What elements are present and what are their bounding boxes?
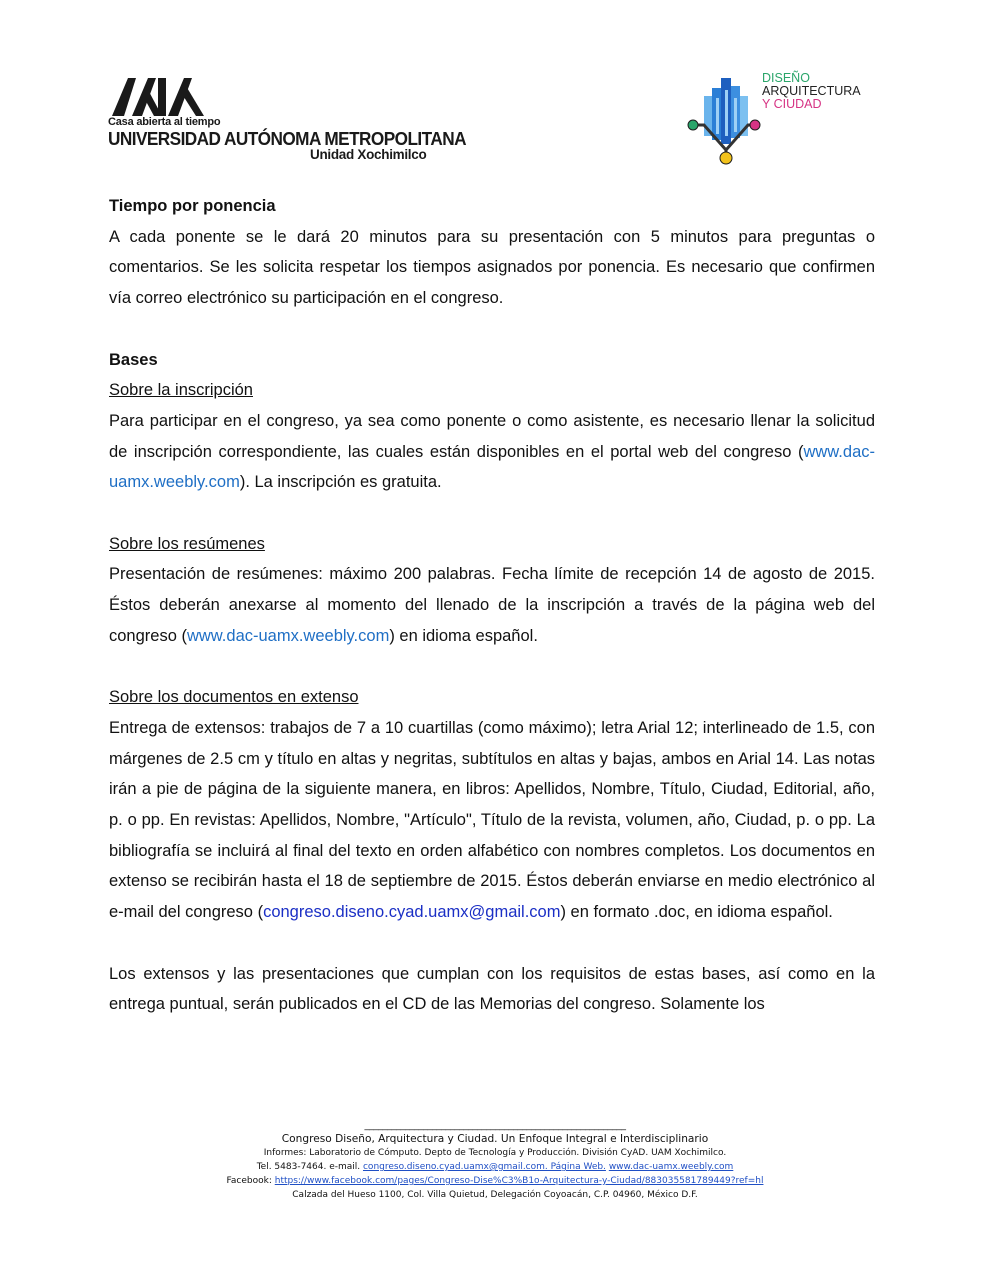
paragraph-tiempo: A cada ponente se le dará 20 minutos para su presentación con 5 minutos para preguntas o comentarios. Se les solicita respetar los tiempos asignados por ponencia. Es necesario que confirmen vía correo electrónico su participación en el congreso. [109, 227, 875, 308]
dac-line-1: DISEÑO [762, 71, 810, 85]
dac-line-3: Y CIUDAD [762, 97, 822, 111]
paragraph-resumenes: Presentación de resúmenes: máximo 200 palabras. Fecha límite de recepción 14 de agosto de 2015. Éstos deberán anexarse al momento del llenado de la inscripción a través de la página web del congreso (www.dac-uamx.weebly.com) en idioma español. [109, 565, 875, 645]
paragraph-extensos: Entrega de extensos: trabajos de 7 a 10 cuartillas (como máximo); letra Arial 12; interlineado de 1.5, con márgenes de 2.5 cm y título en altas y negritas, subtítulos en altas y bajas, ambos en Arial 14. Las notas irán a pie de página de la siguiente manera, en libros: Apellidos, Nombre, Título, Ciudad, Editorial, año, p. o pp. En revistas: Apellidos, Nombre, "Artículo", Título de la revista, volumen, año, Ciudad, p. o pp. La bibliografía se incluirá al final del texto en orden alfabético con nombres completos. Los documentos en extenso se recibirán hasta el 18 de septiembre de 2015. Éstos deberán enviarse en medio electrónico al e-mail del congreso (congreso.diseno.cyad.uamx@gmail.com) en formato .doc, en idioma español. [109, 718, 875, 922]
dac-logo [686, 70, 886, 166]
congress-web-link[interactable]: www.dac-uamx.weebly.com [109, 442, 875, 492]
main-content [109, 191, 875, 1020]
uam-logo [108, 76, 466, 166]
footer-address: Calzada del Hueso 1100, Col. Villa Quietud, Delegación Coyoacán, C.P. 04960, México D.F. [292, 1190, 698, 1200]
dac-line-2: ARQUITECTURA [762, 84, 861, 98]
dac-buildings-icon [686, 70, 762, 166]
congress-web-link[interactable]: www.dac-uamx.weebly.com [186, 626, 390, 645]
subheading-inscripcion: Sobre la inscripción [109, 381, 253, 400]
uam-unit: Unidad Xochimilco [310, 147, 427, 162]
congress-email-link[interactable]: congreso.diseno.cyad.uamx@gmail.com [263, 903, 561, 922]
heading-tiempo: Tiempo por ponencia [109, 197, 276, 215]
heading-bases: Bases [109, 350, 158, 369]
footer-facebook-link[interactable]: https://www.facebook.com/pages/Congreso-Dise%C3%B1o-Arquitectura-y-Ciudad/883035581789449?ref=hl [274, 1176, 764, 1186]
footer-contact: Tel. 5483-7464. e-mail. congreso.diseno.cyad.uamx@gmail.com. Página Web. www.dac-uamx.weebly.com [256, 1162, 734, 1172]
uam-tagline: Casa abierta al tiempo [108, 116, 221, 128]
paragraph-inscripcion: Para participar en el congreso, ya sea como ponente o como asistente, es necesario llenar la solicitud de inscripción correspondiente, las cuales están disponibles en el portal web del congreso (www.dac-uamx.weebly.com). La inscripción es gratuita. [109, 411, 875, 492]
footer-email-link[interactable]: congreso.diseno.cyad.uamx@gmail.com. Página Web. [362, 1162, 606, 1172]
footer-facebook: Facebook: https://www.facebook.com/pages/Congreso-Dise%C3%B1o-Arquitectura-y-Ciudad/883035581789449?ref=hl [226, 1176, 764, 1186]
footer-web-link[interactable]: www.dac-uamx.weebly.com [608, 1162, 734, 1172]
uam-emblem-icon [112, 76, 212, 118]
footer-info: Informes: Laboratorio de Cómputo. Depto de Tecnología y Producción. División CyAD. UAM Xochimilco. [263, 1148, 727, 1158]
dac-wordmark [762, 72, 861, 111]
uam-name: UNIVERSIDAD AUTÓNOMA METROPOLITANA [108, 128, 466, 149]
footer-rule: __________________________________________________________ [364, 1120, 626, 1131]
subheading-extensos: Sobre los documentos en extenso [109, 688, 359, 707]
footer-congress-name: Congreso Diseño, Arquitectura y Ciudad. Un Enfoque Integral e Interdisciplinario [281, 1133, 709, 1145]
subheading-resumenes: Sobre los resúmenes [109, 534, 265, 553]
page-footer [180, 1120, 810, 1202]
paragraph-closing: Los extensos y las presentaciones que cumplan con los requisitos de estas bases, así como en la entrega puntual, serán publicados en el CD de las Memorias del congreso. Solamente los [109, 964, 875, 1014]
